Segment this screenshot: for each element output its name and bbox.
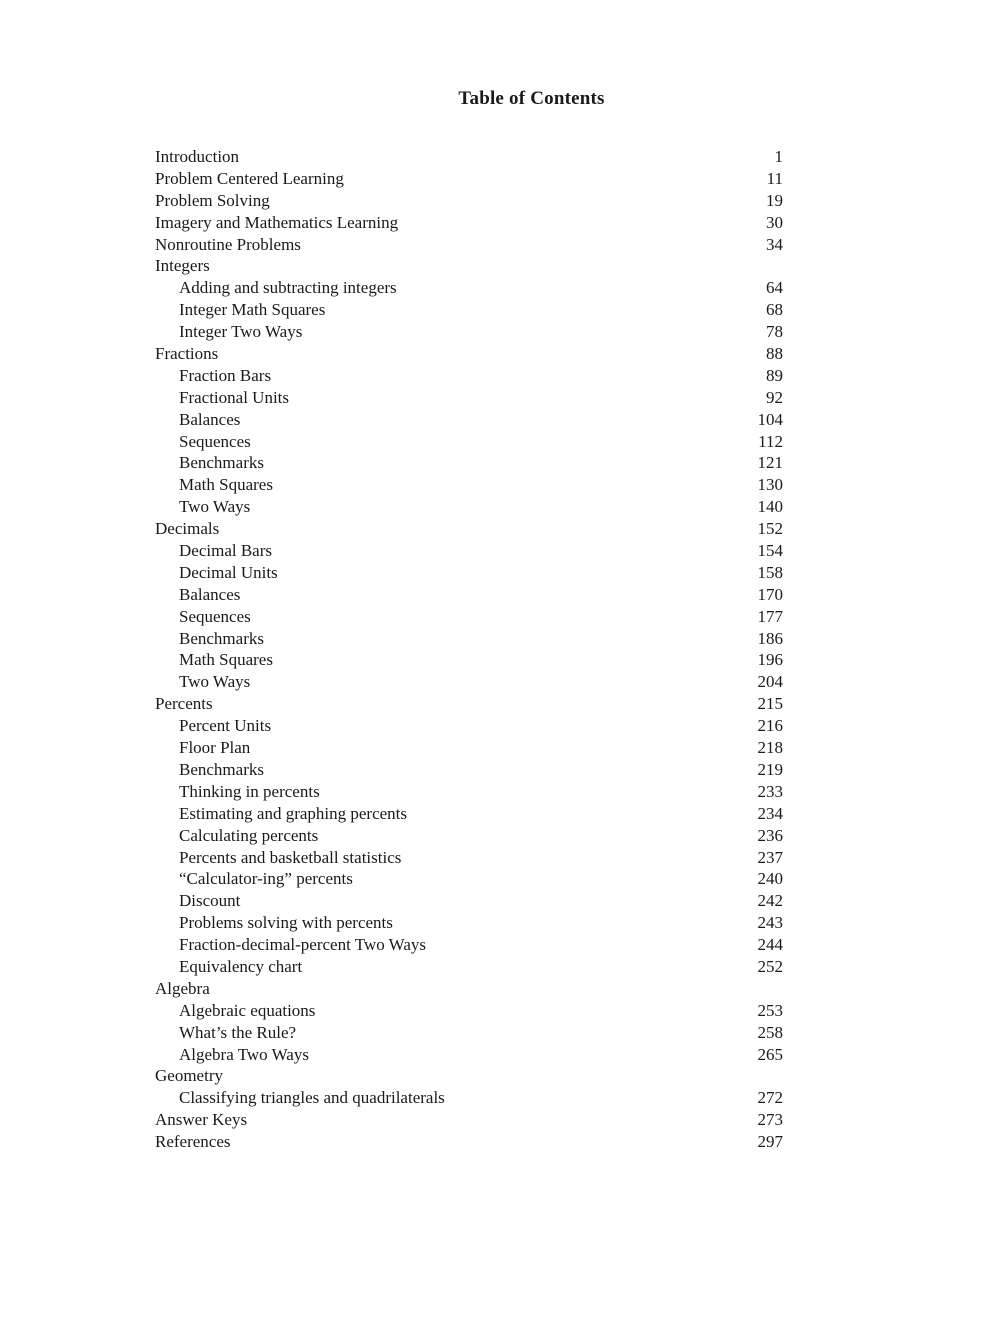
- toc-entry: [155, 912, 783, 934]
- toc-entry-page: 242: [757, 891, 783, 911]
- toc-entry: [155, 146, 783, 168]
- toc-entry: [155, 628, 783, 650]
- toc-entry-label: Decimal Bars: [179, 541, 272, 561]
- toc-entry-label: Integer Math Squares: [179, 300, 326, 320]
- toc-entry: [155, 759, 783, 781]
- toc-entry: [155, 365, 783, 387]
- toc-entry-page: 196: [757, 650, 783, 670]
- toc-entry-label: Benchmarks: [179, 453, 264, 473]
- toc-entry: [155, 277, 783, 299]
- toc-entry-label: Decimal Units: [179, 562, 278, 582]
- toc-entry-page: 121: [757, 453, 783, 473]
- toc-entry: [155, 518, 783, 540]
- toc-entry-label: Decimals: [155, 519, 220, 539]
- toc-entry-label: Fraction Bars: [179, 365, 272, 385]
- toc-entry-label: Percents and basketball statistics: [179, 847, 402, 867]
- toc-entry: [155, 431, 783, 453]
- toc-entry: [155, 168, 783, 190]
- toc-entry: [155, 825, 783, 847]
- toc-entry-page: 104: [757, 409, 783, 429]
- toc-entry-label: Sequences: [179, 606, 251, 626]
- toc-entry: [155, 649, 783, 671]
- toc-entry-label: Thinking in percents: [179, 781, 320, 801]
- toc-entry-page: 243: [757, 913, 783, 933]
- toc-entry: [155, 934, 783, 956]
- toc-entry: [155, 1022, 783, 1044]
- toc-entry-page: 215: [757, 694, 783, 714]
- toc-entry-label: Equivalency chart: [179, 956, 303, 976]
- toc-entry-page: 240: [757, 869, 783, 889]
- toc-entry: [155, 847, 783, 869]
- toc-entry: [155, 868, 783, 890]
- toc-entry: [155, 321, 783, 343]
- toc-entry-page: 68: [766, 300, 783, 320]
- toc-entry-page: 216: [757, 716, 783, 736]
- toc-entry-page: 234: [757, 803, 783, 823]
- toc-entry-label: Problems solving with percents: [179, 913, 393, 933]
- toc-entry-page: 89: [766, 365, 783, 385]
- toc-entry-label: Estimating and graphing percents: [179, 803, 408, 823]
- toc-entry-label: Two Ways: [179, 672, 251, 692]
- toc-entry: [155, 1000, 783, 1022]
- toc-entry-page: 186: [757, 628, 783, 648]
- toc-entry-page: 258: [757, 1022, 783, 1042]
- toc-entry: [155, 671, 783, 693]
- toc-entry-page: 204: [757, 672, 783, 692]
- toc-entry-label: Percent Units: [179, 716, 272, 736]
- toc-entry-label: Integers: [155, 256, 210, 276]
- toc-entry-page: 237: [757, 847, 783, 867]
- toc-entry-page: 265: [757, 1044, 783, 1064]
- toc-entry-page: 30: [766, 212, 783, 232]
- toc-entry-label: Integer Two Ways: [179, 322, 303, 342]
- toc-entry: [155, 606, 783, 628]
- toc-entry-label: Math Squares: [179, 650, 273, 670]
- toc-entry-page: 78: [766, 322, 783, 342]
- toc-entry: [155, 1065, 783, 1087]
- toc-entry-page: 170: [757, 584, 783, 604]
- toc-entry-label: Introduction: [155, 147, 240, 166]
- toc-entry: [155, 1131, 783, 1153]
- toc-entry-label: Problem Solving: [155, 190, 270, 210]
- toc-entry: [155, 584, 783, 606]
- toc-entry-page: 297: [757, 1132, 783, 1152]
- toc-entry: [155, 1109, 783, 1131]
- toc-entry: [155, 693, 783, 715]
- toc-entry-page: 272: [757, 1088, 783, 1108]
- toc-entry: [155, 474, 783, 496]
- toc-entry-page: 88: [766, 344, 783, 364]
- toc-entry-page: 236: [757, 825, 783, 845]
- toc-entry-page: 154: [757, 541, 783, 561]
- toc-entry-label: Adding and subtracting integers: [179, 278, 397, 298]
- toc-entry: [155, 234, 783, 256]
- toc-entry-page: 252: [757, 956, 783, 976]
- toc-entry-label: Fractions: [155, 344, 219, 364]
- toc-entry: [155, 890, 783, 912]
- toc-entry: [155, 715, 783, 737]
- toc-entry-label: “Calculator-ing” percents: [179, 869, 353, 889]
- toc-entry-label: Algebra Two Ways: [179, 1044, 309, 1064]
- toc-entry-label: Classifying triangles and quadrilaterals: [179, 1088, 445, 1108]
- toc-entry-page: 244: [757, 935, 783, 955]
- toc-list: [155, 146, 783, 1153]
- toc-entry-page: 92: [766, 387, 783, 407]
- toc-entry-label: Geometry: [155, 1066, 223, 1086]
- toc-entry-label: Math Squares: [179, 475, 273, 495]
- toc-entry-page: 19: [766, 190, 783, 210]
- toc-entry: [155, 540, 783, 562]
- toc-entry: [155, 343, 783, 365]
- toc-entry-label: Discount: [179, 891, 241, 911]
- toc-entry-label: Fraction-decimal-percent Two Ways: [179, 935, 427, 955]
- toc-entry-label: Sequences: [179, 431, 251, 451]
- toc-entry-label: References: [155, 1132, 231, 1152]
- toc-entry: [155, 562, 783, 584]
- toc-entry: [155, 978, 783, 1000]
- toc-entry-label: Algebra: [155, 978, 210, 998]
- toc-entry-label: Answer Keys: [155, 1110, 248, 1130]
- page-title: Table of Contents: [458, 88, 605, 109]
- toc-entry-page: 233: [757, 781, 783, 801]
- toc-entry-page: 1: [774, 147, 783, 166]
- toc-entry-label: Algebraic equations: [179, 1000, 316, 1020]
- toc-entry-label: Percents: [155, 694, 213, 714]
- toc-entry: [155, 212, 783, 234]
- toc-entry: [155, 781, 783, 803]
- toc-entry-label: Floor Plan: [179, 738, 251, 758]
- toc-entry: [155, 803, 783, 825]
- toc-entry-page: 273: [757, 1110, 783, 1130]
- toc-entry: [155, 452, 783, 474]
- toc-entry-label: Nonroutine Problems: [155, 234, 301, 254]
- toc-entry: [155, 409, 783, 431]
- toc-entry: [155, 1087, 783, 1109]
- toc-entry-label: Imagery and Mathematics Learning: [155, 212, 399, 232]
- toc-entry-label: Balances: [179, 584, 241, 604]
- toc-entry-label: Calculating percents: [179, 825, 319, 845]
- toc-entry: [155, 737, 783, 759]
- toc-entry: [155, 190, 783, 212]
- toc-entry: [155, 255, 783, 277]
- toc-entry-page: 34: [766, 234, 783, 254]
- toc-entry: [155, 1044, 783, 1066]
- toc-entry-page: 253: [757, 1000, 783, 1020]
- toc-entry-label: Two Ways: [179, 497, 251, 517]
- toc-entry-page: 158: [757, 562, 783, 582]
- toc-entry-page: 177: [757, 606, 783, 626]
- toc-entry-label: What’s the Rule?: [179, 1022, 297, 1042]
- toc-entry-page: 140: [757, 497, 783, 517]
- toc-entry-page: 64: [766, 278, 783, 298]
- toc-entry: [155, 496, 783, 518]
- toc-entry-page: 152: [757, 519, 783, 539]
- toc-entry-label: Benchmarks: [179, 628, 264, 648]
- toc-entry-label: Balances: [179, 409, 241, 429]
- toc-entry-page: 219: [757, 759, 783, 779]
- toc-entry-label: Benchmarks: [179, 759, 264, 779]
- toc-entry: [155, 299, 783, 321]
- toc-entry-page: 218: [757, 738, 783, 758]
- toc-entry-label: Fractional Units: [179, 387, 290, 407]
- toc-entry-page: 112: [758, 431, 783, 451]
- toc-entry-page: 11: [766, 168, 783, 188]
- toc-entry-page: 130: [757, 475, 783, 495]
- toc-entry: [155, 956, 783, 978]
- toc-entry-label: Problem Centered Learning: [155, 168, 344, 188]
- toc-entry: [155, 387, 783, 409]
